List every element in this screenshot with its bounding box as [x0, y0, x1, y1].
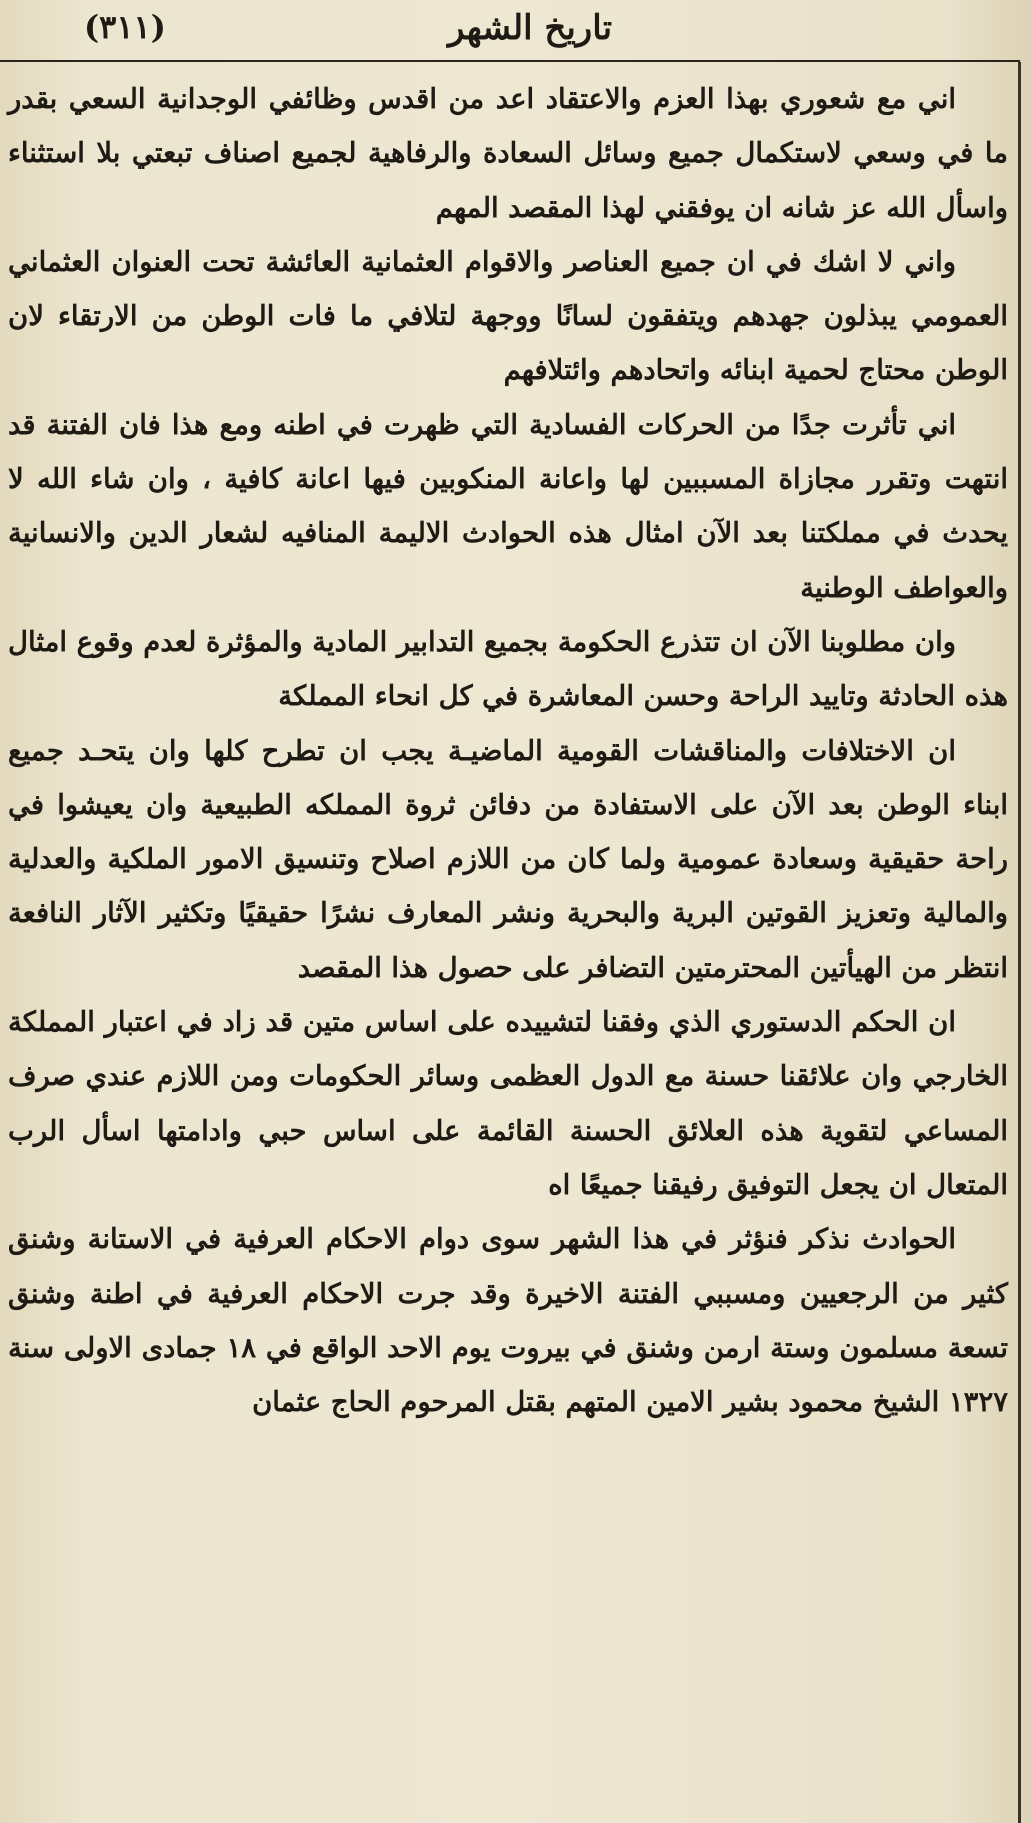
paragraph: واني لا اشك في ان جميع العناصر والاقوام العثمانية العائشة تحت العنوان العثماني العمومي يبذلون جهدهم ويتفقون لسانًا ووجهة لتلافي ما فات الوطن من الارتقاء لان الوطن محتاج لحمية ابنائه واتحادهم وائتلافهم [8, 245, 1008, 387]
article-body [8, 72, 1008, 1429]
paragraph: اني تأثرت جدًا من الحركات الفسادية التي ظهرت في اطنه ومع هذا فان الفتنة قد انتهت وتقرر مجازاة المسببين لها واعانة المنكوبين فيها اعانة كافية ، وان شاء الله لا يحدث في مملكتنا بعد الآن امثال هذه الحوادث الاليمة المنافيه لشعار الدين والانسانية والعواطف الوطنية [8, 408, 1008, 604]
header-rule [0, 60, 1020, 62]
paragraph: ان الحكم الدستوري الذي وفقنا لتشييده على اساس متين قد زاد في اعتبار المملكة الخارجي وان علائقنا حسنة مع الدول العظمى وسائر الحكومات ومن اللازم عندي صرف المساعي لتقوية هذه العلائق الحسنة القائمة على اساس حبي وادامتها اسأل الرب المتعال ان يجعل التوفيق رفيقنا جميعًا اه [8, 1006, 1008, 1201]
margin-rule [1018, 62, 1021, 1823]
paragraph: ان الاختلافات والمناقشات القومية الماضيـة يجب ان تطرح كلها وان يتحـد جميع ابناء الوطن بعد الآن على الاستفادة من دفائن ثروة المملكه الطبيعية وان يعيشوا في راحة حقيقية وسعادة عمومية ولما كان من اللازم اصلاح وتنسيق الامور الملكية والعدلية والمالية وتعزيز القوتين البرية والبحرية ونشر المعارف نشرًا حقيقيًا وتكثير الآثار النافعة انتظر من الهيأتين المحترمتين التضافر على حصول هذا المقصد [8, 734, 1008, 984]
running-title: تاريخ الشهر [447, 8, 613, 48]
paragraph: اني مع شعوري بهذا العزم والاعتقاد اعد من اقدس وظائفي الوجدانية السعي بقدر ما في وسعي لاستكمال جميع وسائل السعادة والرفاهية لجميع اصناف تبعتي بلا استثناء واسأل الله عز شانه ان يوفقني لهذا المقصد المهم [8, 83, 1008, 224]
page-number: (٣١١) [84, 8, 166, 46]
page-header [0, 0, 1032, 62]
paragraph: وان مطلوبنا الآن ان تتذرع الحكومة بجميع التدابير المادية والمؤثرة لعدم وقوع امثال هذه الحادثة وتاييد الراحة وحسن المعاشرة في كل انحاء المملكة [8, 625, 1008, 713]
paragraph: الحوادث نذكر فنؤثر في هذا الشهر سوى دوام الاحكام العرفية في الاستانة وشنق كثير من الرجعيين ومسببي الفتنة الاخيرة وقد جرت الاحكام العرفية في اطنة وشنق تسعة مسلمون وستة ارمن وشنق في بيروت يوم الاحد الواقع في ١٨ جمادى الاولى سنة ١٣٢٧ الشيخ محمود بشير الامين المتهم بقتل المرحوم الحاج عثمان [8, 1223, 1008, 1419]
